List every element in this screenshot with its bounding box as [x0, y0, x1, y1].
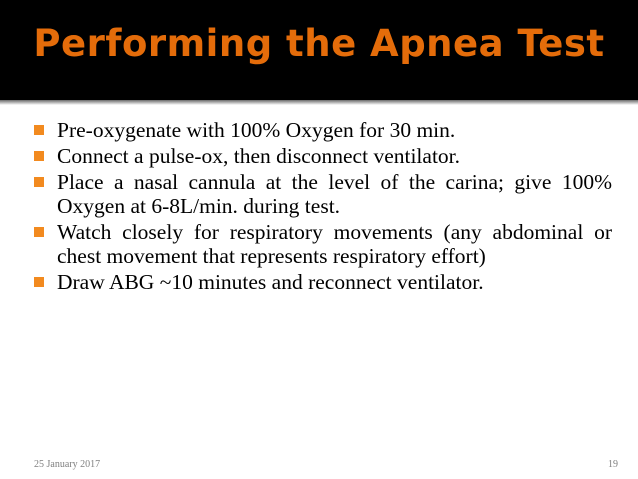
- bullet-text: Place a nasal cannula at the level of the carina; give 100% Oxygen at 6-8L/min. during test.: [57, 170, 612, 218]
- footer-date: 25 January 2017: [34, 459, 101, 470]
- bullet-item: [34, 270, 612, 294]
- bullet-item: [34, 118, 612, 142]
- bullet-list: [34, 118, 612, 296]
- bullet-text: Watch closely for respiratory movements (any abdominal or chest movement that represents respiratory effort): [57, 220, 612, 268]
- footer-page-number: 19: [608, 459, 618, 470]
- title-bar-shadow: [0, 100, 638, 105]
- title-bar: [0, 0, 638, 100]
- bullet-text: Pre-oxygenate with 100% Oxygen for 30 min.: [57, 118, 456, 142]
- bullet-item: [34, 220, 612, 268]
- square-bullet-icon: [34, 227, 44, 237]
- slide-title: Performing the Apnea Test: [33, 22, 605, 65]
- bullet-text: Connect a pulse-ox, then disconnect ventilator.: [57, 144, 461, 168]
- bullet-text: Draw ABG ~10 minutes and reconnect ventilator.: [57, 270, 484, 294]
- square-bullet-icon: [34, 177, 44, 187]
- square-bullet-icon: [34, 151, 44, 161]
- square-bullet-icon: [34, 125, 44, 135]
- bullet-item: [34, 170, 612, 218]
- bullet-item: [34, 144, 612, 168]
- square-bullet-icon: [34, 277, 44, 287]
